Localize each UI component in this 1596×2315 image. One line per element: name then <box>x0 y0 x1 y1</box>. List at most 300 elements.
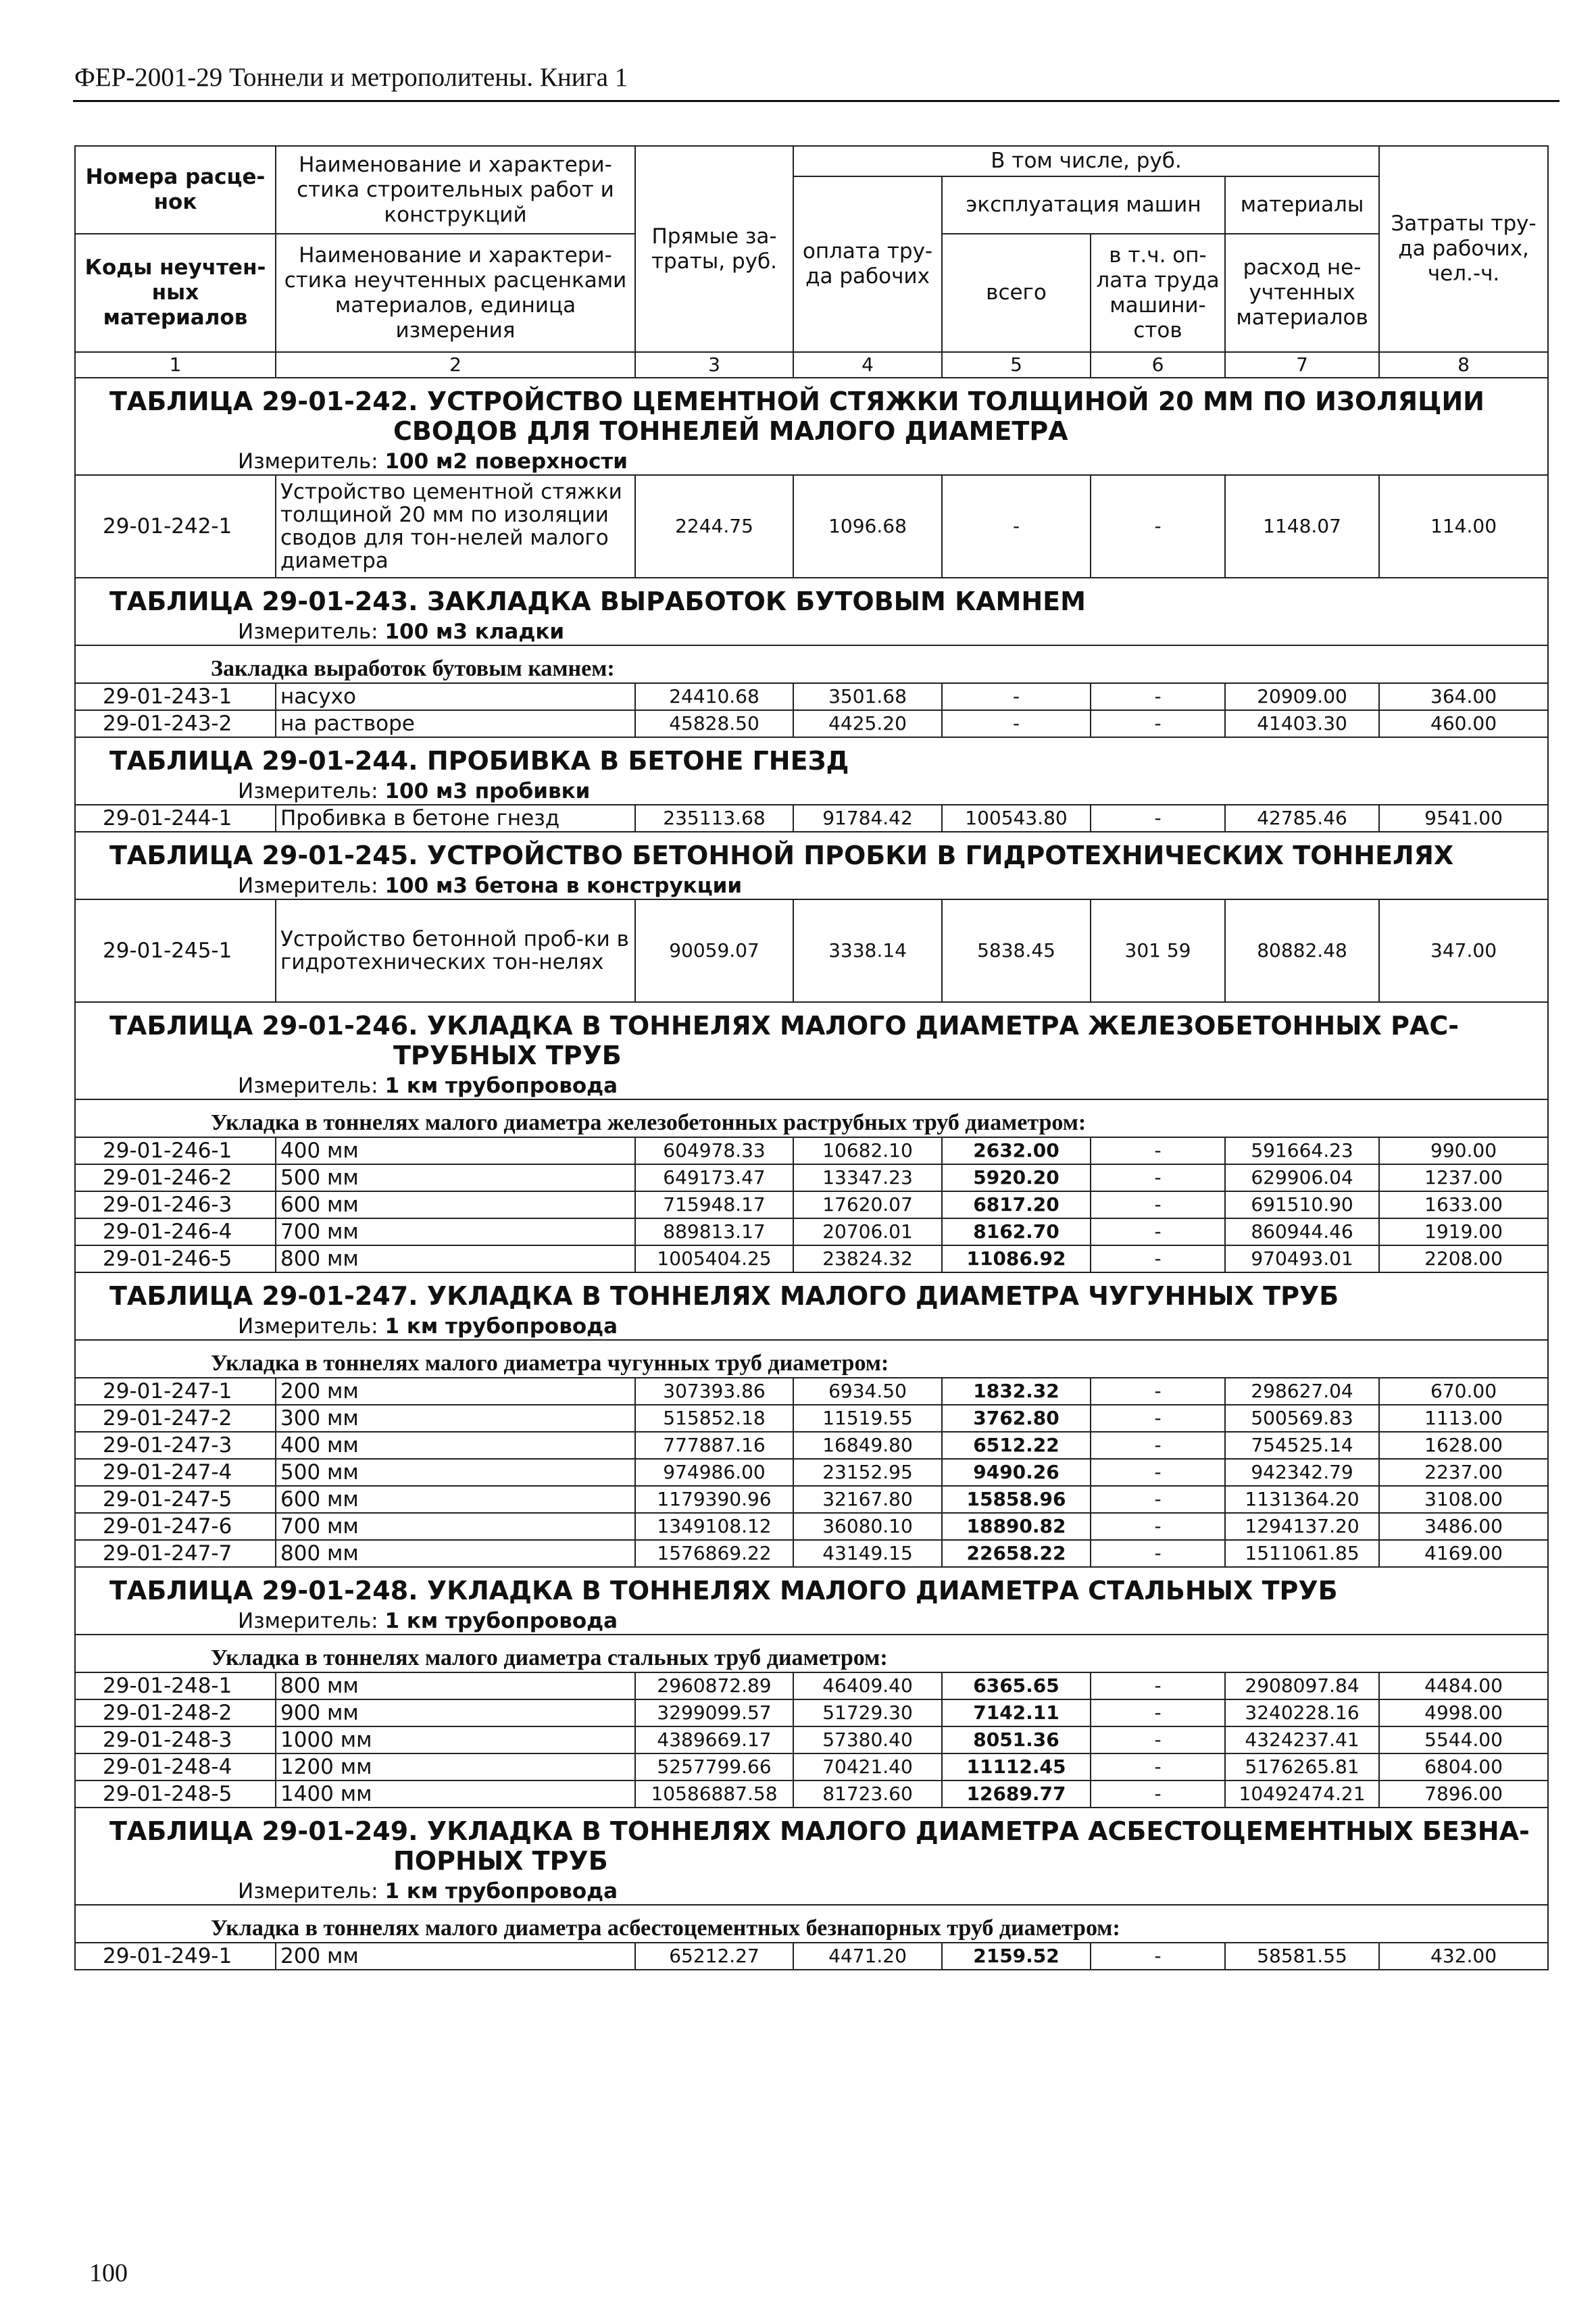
cell-mat: 1148.07 <box>1225 475 1379 578</box>
cell-name: Устройство бетонной проб-ки в гидротехнических тон-нелях <box>276 899 635 1002</box>
section-title-line1: ТАБЛИЦА 29-01-249. УКЛАДКА В ТОННЕЛЯХ МАЛОГО ДИАМЕТРА АСБЕСТОЦЕМЕНТНЫХ БЕЗНА- <box>109 1816 1530 1846</box>
cell-labor: 3486.00 <box>1379 1513 1548 1540</box>
cell-direct: 24410.68 <box>635 683 793 710</box>
cell-mach: 9490.26 <box>942 1459 1091 1486</box>
table-row <box>75 1137 1548 1164</box>
col-name2: Наименование и характери-стика неучтенных расценками материалов, единица измерения <box>276 234 635 352</box>
page-header: ФЕР-2001-29 Тоннели и метрополитены. Книга 1 <box>74 63 628 92</box>
cell-name: 400 мм <box>276 1137 635 1164</box>
cell-mat: 20909.00 <box>1225 683 1379 710</box>
cell-mat: 629906.04 <box>1225 1164 1379 1191</box>
cell-direct: 889813.17 <box>635 1218 793 1245</box>
table-row <box>75 1218 1548 1245</box>
cell-wages: 1096.68 <box>793 475 942 578</box>
cell-name: 700 мм <box>276 1218 635 1245</box>
cell-labor: 670.00 <box>1379 1378 1548 1405</box>
section-title-line1: ТАБЛИЦА 29-01-246. УКЛАДКА В ТОННЕЛЯХ МАЛОГО ДИАМЕТРА ЖЕЛЕЗОБЕТОННЫХ РАС- <box>109 1011 1459 1041</box>
section-title <box>75 1808 1548 1878</box>
cell-name: 800 мм <box>276 1672 635 1699</box>
table-row <box>75 1753 1548 1781</box>
cell-wages: 70421.40 <box>793 1753 942 1781</box>
cell-wages: 46409.40 <box>793 1672 942 1699</box>
cell-direct: 2244.75 <box>635 475 793 578</box>
cell-mach_w: - <box>1091 1753 1225 1781</box>
cell-mach: 6512.22 <box>942 1432 1091 1459</box>
col-machines: эксплуатация машин <box>942 176 1225 234</box>
cell-mach_w: - <box>1091 475 1225 578</box>
cell-mat: 5176265.81 <box>1225 1753 1379 1781</box>
cell-labor: 432.00 <box>1379 1943 1548 1970</box>
measure-value: 100 м2 поверхности <box>384 449 628 474</box>
cell-labor: 990.00 <box>1379 1137 1548 1164</box>
cell-code: 29-01-243-1 <box>75 683 276 710</box>
section-title <box>75 578 1548 619</box>
cell-name: 500 мм <box>276 1164 635 1191</box>
measure-value: 1 км трубопровода <box>384 1879 618 1903</box>
section-title-row <box>75 1808 1548 1878</box>
cell-mach_w: - <box>1091 1218 1225 1245</box>
header-rule <box>73 100 1560 102</box>
cell-name: 1400 мм <box>276 1781 635 1808</box>
measure-row <box>75 619 1548 645</box>
cell-direct: 235113.68 <box>635 805 793 832</box>
cell-wages: 3501.68 <box>793 683 942 710</box>
cell-code: 29-01-247-6 <box>75 1513 276 1540</box>
cell-direct: 777887.16 <box>635 1432 793 1459</box>
section-title-line1: ТАБЛИЦА 29-01-242. УСТРОЙСТВО ЦЕМЕНТНОЙ СТЯЖКИ ТОЛЩИНОЙ 20 ММ ПО ИЗОЛЯЦИИ <box>109 387 1485 416</box>
measure-row <box>75 778 1548 805</box>
cell-mat: 42785.46 <box>1225 805 1379 832</box>
cell-wages: 32167.80 <box>793 1486 942 1513</box>
cell-labor: 1628.00 <box>1379 1432 1548 1459</box>
table-row <box>75 1459 1548 1486</box>
col-num: 2 <box>276 352 635 378</box>
cell-code: 29-01-246-3 <box>75 1191 276 1218</box>
cell-mach: 22658.22 <box>942 1540 1091 1567</box>
cell-labor: 7896.00 <box>1379 1781 1548 1808</box>
cell-code: 29-01-247-7 <box>75 1540 276 1567</box>
cell-mach: 1832.32 <box>942 1378 1091 1405</box>
section-title-line2: ТРУБНЫХ ТРУБ <box>393 1041 622 1070</box>
section-title <box>75 378 1548 449</box>
cell-name: 800 мм <box>276 1245 635 1272</box>
cell-mach: 100543.80 <box>942 805 1091 832</box>
cell-code: 29-01-246-4 <box>75 1218 276 1245</box>
measure-label: Измеритель: <box>238 1314 378 1339</box>
cell-code: 29-01-246-5 <box>75 1245 276 1272</box>
measure-unit <box>75 619 1548 645</box>
section-title-row <box>75 1002 1548 1073</box>
cell-direct: 5257799.66 <box>635 1753 793 1781</box>
table-row <box>75 899 1548 1002</box>
cell-mach_w: - <box>1091 1486 1225 1513</box>
cell-mach: - <box>942 710 1091 737</box>
section-title-line1: ТАБЛИЦА 29-01-247. УКЛАДКА В ТОННЕЛЯХ МАЛОГО ДИАМЕТРА ЧУГУННЫХ ТРУБ <box>109 1281 1339 1311</box>
cell-mat: 2908097.84 <box>1225 1672 1379 1699</box>
subsection-title: Закладка выработок бутовым камнем: <box>75 645 1548 683</box>
col-num: 3 <box>635 352 793 378</box>
cell-labor: 4484.00 <box>1379 1672 1548 1699</box>
cell-code: 29-01-247-1 <box>75 1378 276 1405</box>
measure-unit <box>75 1073 1548 1099</box>
table-row <box>75 1726 1548 1753</box>
cell-name: 800 мм <box>276 1540 635 1567</box>
cell-mach: - <box>942 475 1091 578</box>
cell-wages: 23152.95 <box>793 1459 942 1486</box>
col-num: 6 <box>1091 352 1225 378</box>
cell-labor: 1237.00 <box>1379 1164 1548 1191</box>
cell-wages: 11519.55 <box>793 1405 942 1432</box>
cell-mach: 6365.65 <box>942 1672 1091 1699</box>
table-row <box>75 1378 1548 1405</box>
measure-row <box>75 449 1548 475</box>
subsection-row <box>75 645 1548 683</box>
cell-direct: 3299099.57 <box>635 1699 793 1726</box>
col-materials: материалы <box>1225 176 1379 234</box>
cell-direct: 974986.00 <box>635 1459 793 1486</box>
cell-wages: 57380.40 <box>793 1726 942 1753</box>
table-row <box>75 1699 1548 1726</box>
table-row <box>75 1943 1548 1970</box>
cell-direct: 4389669.17 <box>635 1726 793 1753</box>
cell-mat: 754525.14 <box>1225 1432 1379 1459</box>
cell-mach_w: - <box>1091 1943 1225 1970</box>
cell-mat: 970493.01 <box>1225 1245 1379 1272</box>
cell-direct: 90059.07 <box>635 899 793 1002</box>
cell-name: 1200 мм <box>276 1753 635 1781</box>
cell-direct: 604978.33 <box>635 1137 793 1164</box>
cell-code: 29-01-246-2 <box>75 1164 276 1191</box>
measure-unit <box>75 1878 1548 1905</box>
measure-row <box>75 873 1548 899</box>
table-row <box>75 1191 1548 1218</box>
cell-mat: 500569.83 <box>1225 1405 1379 1432</box>
cell-direct: 2960872.89 <box>635 1672 793 1699</box>
cell-mach_w: - <box>1091 805 1225 832</box>
col-total: всего <box>942 234 1091 352</box>
cell-wages: 51729.30 <box>793 1699 942 1726</box>
cell-mach_w: - <box>1091 1405 1225 1432</box>
section-title-row <box>75 832 1548 873</box>
cell-mach_w: - <box>1091 1378 1225 1405</box>
cell-mat: 591664.23 <box>1225 1137 1379 1164</box>
cell-labor: 4998.00 <box>1379 1699 1548 1726</box>
cell-code: 29-01-242-1 <box>75 475 276 578</box>
cell-mat: 691510.90 <box>1225 1191 1379 1218</box>
subsection-title: Укладка в тоннелях малого диаметра асбестоцементных безнапорных труб диаметром: <box>75 1905 1548 1943</box>
section-title-line1: ТАБЛИЦА 29-01-244. ПРОБИВКА В БЕТОНЕ ГНЕЗД <box>109 746 849 776</box>
measure-value: 100 м3 бетона в конструкции <box>384 874 743 898</box>
cell-labor: 6804.00 <box>1379 1753 1548 1781</box>
cell-code: 29-01-248-5 <box>75 1781 276 1808</box>
cell-code: 29-01-247-4 <box>75 1459 276 1486</box>
cell-wages: 4425.20 <box>793 710 942 737</box>
cell-code: 29-01-248-3 <box>75 1726 276 1753</box>
cell-mach_w: - <box>1091 1164 1225 1191</box>
cell-mach: 5920.20 <box>942 1164 1091 1191</box>
col-rate-no: Номера расце-нок <box>75 146 276 234</box>
cell-direct: 10586887.58 <box>635 1781 793 1808</box>
cell-labor: 364.00 <box>1379 683 1548 710</box>
cell-code: 29-01-247-3 <box>75 1432 276 1459</box>
cell-code: 29-01-247-5 <box>75 1486 276 1513</box>
cell-direct: 1179390.96 <box>635 1486 793 1513</box>
cell-wages: 13347.23 <box>793 1164 942 1191</box>
col-direct: Прямые за-траты, руб. <box>635 146 793 352</box>
table-row <box>75 805 1548 832</box>
cell-code: 29-01-249-1 <box>75 1943 276 1970</box>
cell-mach: - <box>942 683 1091 710</box>
measure-label: Измеритель: <box>238 874 378 898</box>
measure-value: 1 км трубопровода <box>384 1074 618 1098</box>
cell-wages: 4471.20 <box>793 1943 942 1970</box>
measure-unit <box>75 778 1548 805</box>
cell-labor: 1113.00 <box>1379 1405 1548 1432</box>
cell-mach_w: - <box>1091 1513 1225 1540</box>
cell-mach: 11086.92 <box>942 1245 1091 1272</box>
cell-wages: 43149.15 <box>793 1540 942 1567</box>
col-name: Наименование и характери-стика строительных работ и конструкций <box>276 146 635 234</box>
table-row <box>75 1486 1548 1513</box>
cell-direct: 515852.18 <box>635 1405 793 1432</box>
cell-wages: 6934.50 <box>793 1378 942 1405</box>
cell-mach: 11112.45 <box>942 1753 1091 1781</box>
col-incl: В том числе, руб. <box>793 146 1379 176</box>
section-title <box>75 832 1548 873</box>
cell-name: Устройство цементной стяжки толщиной 20 мм по изоляции сводов для тон-нелей малого диаметра <box>276 475 635 578</box>
cell-wages: 36080.10 <box>793 1513 942 1540</box>
cell-mach_w: - <box>1091 1726 1225 1753</box>
measure-value: 100 м3 пробивки <box>384 779 591 803</box>
cell-wages: 91784.42 <box>793 805 942 832</box>
cell-mach_w: - <box>1091 1540 1225 1567</box>
subsection-title: Укладка в тоннелях малого диаметра стальных труб диаметром: <box>75 1635 1548 1672</box>
col-unaccounted: расход не-учтенных материалов <box>1225 234 1379 352</box>
cell-mach_w: - <box>1091 1699 1225 1726</box>
table-row <box>75 1781 1548 1808</box>
measure-label: Измеритель: <box>238 1609 378 1633</box>
cell-code: 29-01-246-1 <box>75 1137 276 1164</box>
section-title-line2: ПОРНЫХ ТРУБ <box>393 1846 608 1876</box>
col-wages: оплата тру-да рабочих <box>793 176 942 352</box>
cell-name: насухо <box>276 683 635 710</box>
section-title-row <box>75 378 1548 449</box>
cell-wages: 10682.10 <box>793 1137 942 1164</box>
col-num: 5 <box>942 352 1091 378</box>
col-num: 1 <box>75 352 276 378</box>
cell-name: 400 мм <box>276 1432 635 1459</box>
table-row <box>75 1164 1548 1191</box>
measure-label: Измеритель: <box>238 620 378 644</box>
cell-labor: 3108.00 <box>1379 1486 1548 1513</box>
cell-name: 600 мм <box>276 1191 635 1218</box>
cell-mat: 1294137.20 <box>1225 1513 1379 1540</box>
cell-name: 200 мм <box>276 1943 635 1970</box>
cell-mach_w: - <box>1091 1432 1225 1459</box>
subsection-title: Укладка в тоннелях малого диаметра железобетонных раструбных труб диаметром: <box>75 1099 1548 1137</box>
cell-mat: 58581.55 <box>1225 1943 1379 1970</box>
cell-mach_w: - <box>1091 1137 1225 1164</box>
cell-direct: 1576869.22 <box>635 1540 793 1567</box>
table-row <box>75 1513 1548 1540</box>
table-row <box>75 710 1548 737</box>
cell-wages: 17620.07 <box>793 1191 942 1218</box>
cell-mach: 5838.45 <box>942 899 1091 1002</box>
cell-mat: 80882.48 <box>1225 899 1379 1002</box>
cell-mach_w: 301 59 <box>1091 899 1225 1002</box>
section-title <box>75 737 1548 778</box>
cell-mach_w: - <box>1091 1672 1225 1699</box>
measure-value: 1 км трубопровода <box>384 1314 618 1339</box>
cell-mach: 8162.70 <box>942 1218 1091 1245</box>
table-row <box>75 1432 1548 1459</box>
cell-labor: 4169.00 <box>1379 1540 1548 1567</box>
page-number: 100 <box>89 2259 128 2287</box>
cell-direct: 1005404.25 <box>635 1245 793 1272</box>
cell-direct: 1349108.12 <box>635 1513 793 1540</box>
table-row <box>75 1540 1548 1567</box>
cell-name: 1000 мм <box>276 1726 635 1753</box>
measure-value: 100 м3 кладки <box>384 620 565 644</box>
section-title-row <box>75 1272 1548 1314</box>
cell-code: 29-01-248-4 <box>75 1753 276 1781</box>
cell-labor: 460.00 <box>1379 710 1548 737</box>
cell-mach_w: - <box>1091 683 1225 710</box>
cell-name: 900 мм <box>276 1699 635 1726</box>
measure-row <box>75 1878 1548 1905</box>
subsection-row <box>75 1340 1548 1378</box>
section-title-row <box>75 1567 1548 1608</box>
measure-label: Измеритель: <box>238 779 378 803</box>
cell-code: 29-01-248-1 <box>75 1672 276 1699</box>
cell-labor: 1633.00 <box>1379 1191 1548 1218</box>
table-row <box>75 1405 1548 1432</box>
cell-mach: 6817.20 <box>942 1191 1091 1218</box>
section-title <box>75 1272 1548 1314</box>
price-table <box>74 145 1549 1970</box>
cell-name: 500 мм <box>276 1459 635 1486</box>
col-num: 8 <box>1379 352 1548 378</box>
cell-mat: 1511061.85 <box>1225 1540 1379 1567</box>
cell-labor: 2237.00 <box>1379 1459 1548 1486</box>
cell-labor: 5544.00 <box>1379 1726 1548 1753</box>
cell-mach_w: - <box>1091 1459 1225 1486</box>
cell-mat: 3240228.16 <box>1225 1699 1379 1726</box>
measure-unit <box>75 873 1548 899</box>
cell-mat: 10492474.21 <box>1225 1781 1379 1808</box>
cell-mach: 3762.80 <box>942 1405 1091 1432</box>
cell-direct: 715948.17 <box>635 1191 793 1218</box>
cell-name: 600 мм <box>276 1486 635 1513</box>
cell-labor: 2208.00 <box>1379 1245 1548 1272</box>
cell-name: на растворе <box>276 710 635 737</box>
cell-mat: 1131364.20 <box>1225 1486 1379 1513</box>
subsection-row <box>75 1905 1548 1943</box>
column-numbers-row <box>75 352 1548 378</box>
section-title <box>75 1567 1548 1608</box>
cell-name: Пробивка в бетоне гнезд <box>276 805 635 832</box>
subsection-title: Укладка в тоннелях малого диаметра чугунных труб диаметром: <box>75 1340 1548 1378</box>
subsection-row <box>75 1635 1548 1672</box>
cell-name: 700 мм <box>276 1513 635 1540</box>
subsection-row <box>75 1099 1548 1137</box>
cell-mach: 15858.96 <box>942 1486 1091 1513</box>
measure-label: Измеритель: <box>238 1879 378 1903</box>
table-row <box>75 475 1548 578</box>
cell-name: 200 мм <box>276 1378 635 1405</box>
col-num: 4 <box>793 352 942 378</box>
measure-row <box>75 1608 1548 1635</box>
cell-wages: 3338.14 <box>793 899 942 1002</box>
section-title-line1: ТАБЛИЦА 29-01-243. ЗАКЛАДКА ВЫРАБОТОК БУТОВЫМ КАМНЕМ <box>109 587 1086 616</box>
table-row <box>75 683 1548 710</box>
measure-row <box>75 1314 1548 1340</box>
cell-mat: 860944.46 <box>1225 1218 1379 1245</box>
cell-labor: 9541.00 <box>1379 805 1548 832</box>
cell-code: 29-01-245-1 <box>75 899 276 1002</box>
cell-labor: 1919.00 <box>1379 1218 1548 1245</box>
measure-unit <box>75 1608 1548 1635</box>
measure-row <box>75 1073 1548 1099</box>
cell-mat: 4324237.41 <box>1225 1726 1379 1753</box>
section-title-row <box>75 737 1548 778</box>
cell-wages: 16849.80 <box>793 1432 942 1459</box>
cell-mat: 942342.79 <box>1225 1459 1379 1486</box>
section-title-line1: ТАБЛИЦА 29-01-248. УКЛАДКА В ТОННЕЛЯХ МАЛОГО ДИАМЕТРА СТАЛЬНЫХ ТРУБ <box>109 1576 1338 1605</box>
cell-direct: 649173.47 <box>635 1164 793 1191</box>
cell-mat: 298627.04 <box>1225 1378 1379 1405</box>
cell-wages: 23824.32 <box>793 1245 942 1272</box>
cell-name: 300 мм <box>276 1405 635 1432</box>
cell-mat: 41403.30 <box>1225 710 1379 737</box>
cell-code: 29-01-248-2 <box>75 1699 276 1726</box>
cell-wages: 20706.01 <box>793 1218 942 1245</box>
cell-code: 29-01-244-1 <box>75 805 276 832</box>
col-incl-wages: в т.ч. оп-лата труда машини-стов <box>1091 234 1225 352</box>
cell-labor: 347.00 <box>1379 899 1548 1002</box>
section-title-line2: СВОДОВ ДЛЯ ТОННЕЛЕЙ МАЛОГО ДИАМЕТРА <box>393 416 1068 446</box>
cell-code: 29-01-247-2 <box>75 1405 276 1432</box>
col-num: 7 <box>1225 352 1379 378</box>
section-title <box>75 1002 1548 1073</box>
cell-labor: 114.00 <box>1379 475 1548 578</box>
cell-mach_w: - <box>1091 1245 1225 1272</box>
cell-mach_w: - <box>1091 1781 1225 1808</box>
cell-mach: 2632.00 <box>942 1137 1091 1164</box>
measure-label: Измеритель: <box>238 449 378 474</box>
cell-mach: 12689.77 <box>942 1781 1091 1808</box>
table-row <box>75 1245 1548 1272</box>
cell-direct: 65212.27 <box>635 1943 793 1970</box>
cell-mach_w: - <box>1091 710 1225 737</box>
cell-wages: 81723.60 <box>793 1781 942 1808</box>
cell-mach: 18890.82 <box>942 1513 1091 1540</box>
measure-value: 1 км трубопровода <box>384 1609 618 1633</box>
cell-mach_w: - <box>1091 1191 1225 1218</box>
table-body <box>75 378 1548 1970</box>
table-row <box>75 1672 1548 1699</box>
cell-mach: 8051.36 <box>942 1726 1091 1753</box>
measure-unit <box>75 1314 1548 1340</box>
cell-mach: 2159.52 <box>942 1943 1091 1970</box>
col-labor: Затраты тру-да рабочих, чел.-ч. <box>1379 146 1548 352</box>
col-codes: Коды неучтен-ных материалов <box>75 234 276 352</box>
cell-code: 29-01-243-2 <box>75 710 276 737</box>
measure-unit <box>75 449 1548 475</box>
cell-direct: 45828.50 <box>635 710 793 737</box>
measure-label: Измеритель: <box>238 1074 378 1098</box>
cell-mach: 7142.11 <box>942 1699 1091 1726</box>
